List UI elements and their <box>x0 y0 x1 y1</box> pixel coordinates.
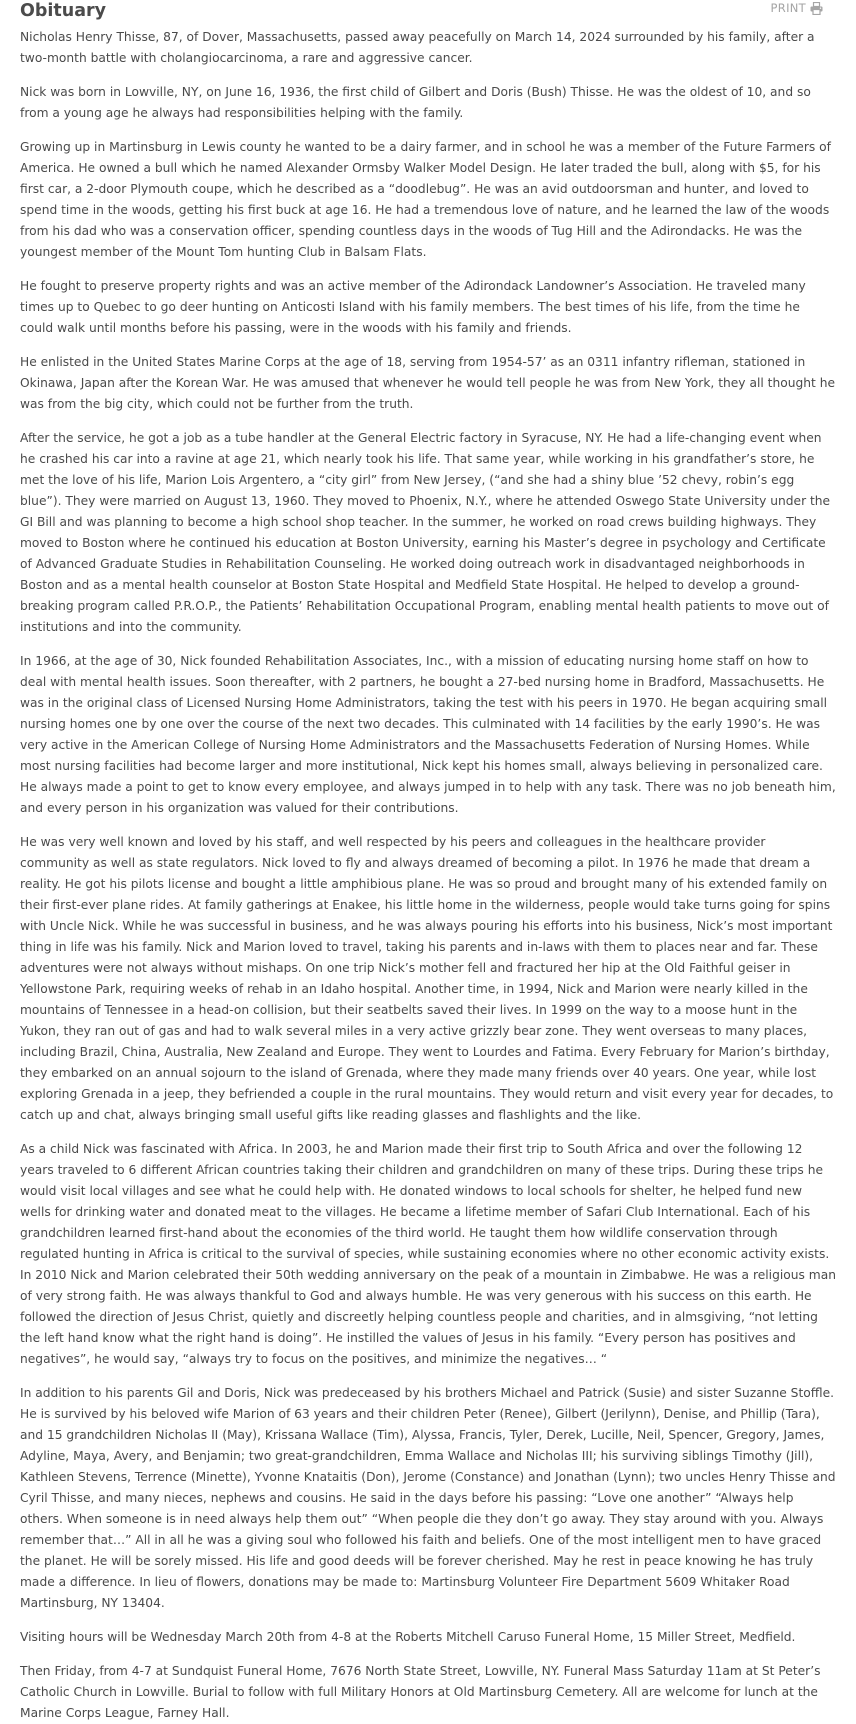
page-title: Obituary <box>20 1 107 21</box>
obituary-body <box>20 27 836 1724</box>
obituary-paragraph: Nick was born in Lowville, NY, on June 16, 1936, the first child of Gilbert and Doris (Bush) Thisse. He was the oldest of 10, and so from a young age he always had responsibilities helping with the family. <box>20 85 811 120</box>
obituary-paragraph: Nicholas Henry Thisse, 87, of Dover, Massachusetts, passed away peacefully on March 14, 2024 surrounded by his family, after a two-month battle with cholangiocarcinoma, a rare and aggressive cancer. <box>20 30 815 65</box>
obituary-paragraph: He enlisted in the United States Marine Corps at the age of 18, serving from 1954-57’ as an 0311 infantry rifleman, stationed in Okinawa, Japan after the Korean War. He was amused that whenever he would tell people he was from New York, they all thought he was from the big city, which could not be further from the truth. <box>20 355 836 411</box>
obituary-paragraph: After the service, he got a job as a tube handler at the General Electric factory in Syracuse, NY. He had a life-changing event when he crashed his car into a ravine at age 21, which nearly took his life. That same year, while working in his grandfather’s store, he met the love of his life, Marion Lois Argentero, a “city girl” from New Jersey, (“and she had a shiny blue ’52 chevy, robin’s egg blue”). They were married on August 13, 1960. They moved to Phoenix, N.Y., where he attended Oswego State University under the GI Bill and was planning to become a high school shop teacher. In the summer, he worked on road crews building highways. They moved to Boston where he continued his education at Boston University, earning his Master’s degree in psychology and Certificate of Advanced Graduate Studies in Rehabilitation Counseling. He worked doing outreach work in disadvantaged neighborhoods in Boston and as a mental health counselor at Boston State Hospital and Medfield State Hospital. He helped to develop a ground-breaking program called P.R.O.P., the Patients’ Rehabilitation Occupational Program, enabling mental health patients to move out of institutions and into the community. <box>20 431 831 634</box>
obituary-paragraph: Visiting hours will be Wednesday March 20th from 4-8 at the Roberts Mitchell Caruso Funeral Home, 15 Miller Street, Medfield. <box>20 1630 796 1644</box>
obituary-paragraph: Growing up in Martinsburg in Lewis county he wanted to be a dairy farmer, and in school he was a member of the Future Farmers of America. He owned a bull which he named Alexander Ormsby Walker Model Design. He later traded the bull, along with $5, for his first car, a 2-door Plymouth coupe, which he described as a “doodlebug”. He was an avid outdoorsman and hunter, and loved to spend time in the woods, getting his first buck at age 16. He had a tremendous love of nature, and he learned the law of the woods from his dad who was a conservation officer, spending countless days in the woods of Tug Hill and the Adirondacks. He was the youngest member of the Mount Tom hunting Club in Balsam Flats. <box>20 140 831 259</box>
obituary-paragraph: Then Friday, from 4-7 at Sundquist Funeral Home, 7676 North State Street, Lowville, NY. Funeral Mass Saturday 11am at St Peter’s Catholic Church in Lowville. Burial to follow with full Military Honors at Old Martinsburg Cemetery. All are welcome for lunch at the Marine Corps League, Farney Hall. <box>20 1664 821 1720</box>
obituary-paragraph: In addition to his parents Gil and Doris, Nick was predeceased by his brothers Michael and Patrick (Susie) and sister Suzanne Stoffle. He is survived by his beloved wife Marion of 63 years and their children Peter (Renee), Gilbert (Jerilynn), Denise, and Phillip (Tara), and 15 grandchildren Nicholas II (May), Krissana Wallace (Tim), Alyssa, Francis, Tyler, Derek, Lucille, Neil, Spencer, Gregory, James, Adyline, Maya, Avery, and Benjamin; two great-grandchildren, Emma Wallace and Nicholas III; his surviving siblings Timothy (Jill), Kathleen Stevens, Terrence (Minette), Yvonne Knataitis (Don), Jerome (Constance) and Jonathan (Lynn); two uncles Henry Thisse and Cyril Thisse, and many nieces, nephews and cousins. He said in the days before his passing: “Love one another” “Always help others. When someone is in need always help them out” “When people die they don’t go away. They stay around with you. Always remember that…” All in all he was a giving soul who followed his faith and beliefs. One of the most intelligent men to have graced the planet. He will be sorely missed. His life and good deeds will be forever cherished. May he rest in peace knowing he has truly made a difference. In lieu of flowers, donations may be made to: Martinsburg Volunteer Fire Department 5609 Whitaker Road Martinsburg, NY 13404. <box>20 1386 836 1610</box>
obituary-paragraph: He was very well known and loved by his staff, and well respected by his peers and colleagues in the healthcare provider community as well as state regulators. Nick loved to fly and always dreamed of becoming a pilot. In 1976 he made that dream a reality. He got his pilots license and bought a little amphibious plane. He was so proud and brought many of his extended family on their first-ever plane rides. At family gatherings at Enakee, his little home in the wilderness, people would take turns going for spins with Uncle Nick. While he was successful in business, and he was always pouring his efforts into his business, Nick’s most important thing in life was his family. Nick and Marion loved to travel, taking his parents and in-laws with them to places near and far. These adventures were not always without mishaps. On one trip Nick’s mother fell and fractured her hip at the Old Faithful geiser in Yellowstone Park, requiring weeks of rehab in an Idaho hospital. Another time, in 1994, Nick and Marion were nearly killed in the mountains of Tennessee in a head-on collision, but their seatbelts saved their lives. In 1999 on the way to a moose hunt in the Yukon, they ran out of gas and had to walk several miles in a very active grizzly bear zone. They went overseas to many places, including Brazil, China, Australia, New Zealand and Europe. They went to Lourdes and Fatima. Every February for Marion’s birthday, they embarked on an annual sojourn to the island of Grenada, where they made many friends over 40 years. One year, while lost exploring Grenada in a jeep, they befriended a couple in the rural mountains. They would return and visit every year for decades, to catch up and chat, always bringing small useful gifts like reading glasses and flashlights and the like. <box>20 835 834 1122</box>
print-button[interactable] <box>771 1 823 15</box>
obituary-paragraph: In 1966, at the age of 30, Nick founded Rehabilitation Associates, Inc., with a mission of educating nursing home staff on how to deal with mental health issues. Soon thereafter, with 2 partners, he bought a 27-bed nursing home in Bradford, Massachusetts. He was in the original class of Licensed Nursing Home Administrators, taking the test with his peers in 1970. He began acquiring small nursing homes one by one over the course of the next two decades. This culminated with 14 facilities by the early 1990’s. He was very active in the American College of Nursing Home Administrators and the Massachusetts Federation of Nursing Homes. While most nursing facilities had become larger and more institutional, Nick kept his homes small, always believing in personalized care. He always made a point to get to know every employee, and always jumped in to help with any task. There was no job beneath him, and every person in his organization was valued for their contributions. <box>20 654 836 815</box>
printer-icon <box>810 2 823 15</box>
obituary-paragraph: As a child Nick was fascinated with Africa. In 2003, he and Marion made their first trip to South Africa and over the following 12 years traveled to 6 different African countries taking their children and grandchildren on many of these trips. During these trips he would visit local villages and see what he could help with. He donated windows to local schools for shelter, he helped fund new wells for drinking water and donated meat to the villages. He became a lifetime member of Safari Club International. Each of his grandchildren learned first-hand about the economies of the third world. He taught them how wildlife conservation through regulated hunting in Africa is critical to the survival of species, while sustaining economies where no other economic activity exists. In 2010 Nick and Marion celebrated their 50th wedding anniversary on the peak of a mountain in Zimbabwe. He was a religious man of very strong faith. He was always thankful to God and always humble. He was very generous with his success on this earth. He followed the direction of Jesus Christ, quietly and discreetly helping countless people and charities, and in almsgiving, “not letting the left hand know what the right hand is doing”. He instilled the values of Jesus in his family. “Every person has positives and negatives”, he would say, “always try to focus on the positives, and minimize the negatives… “ <box>20 1142 836 1366</box>
print-label: PRINT <box>770 1 806 15</box>
obituary-header <box>20 0 836 27</box>
obituary-paragraph: He fought to preserve property rights and was an active member of the Adirondack Landowner’s Association. He traveled many times up to Quebec to go deer hunting on Anticosti Island with his family members. The best times of his life, from the time he could walk until months before his passing, were in the woods with his family and friends. <box>20 279 806 335</box>
